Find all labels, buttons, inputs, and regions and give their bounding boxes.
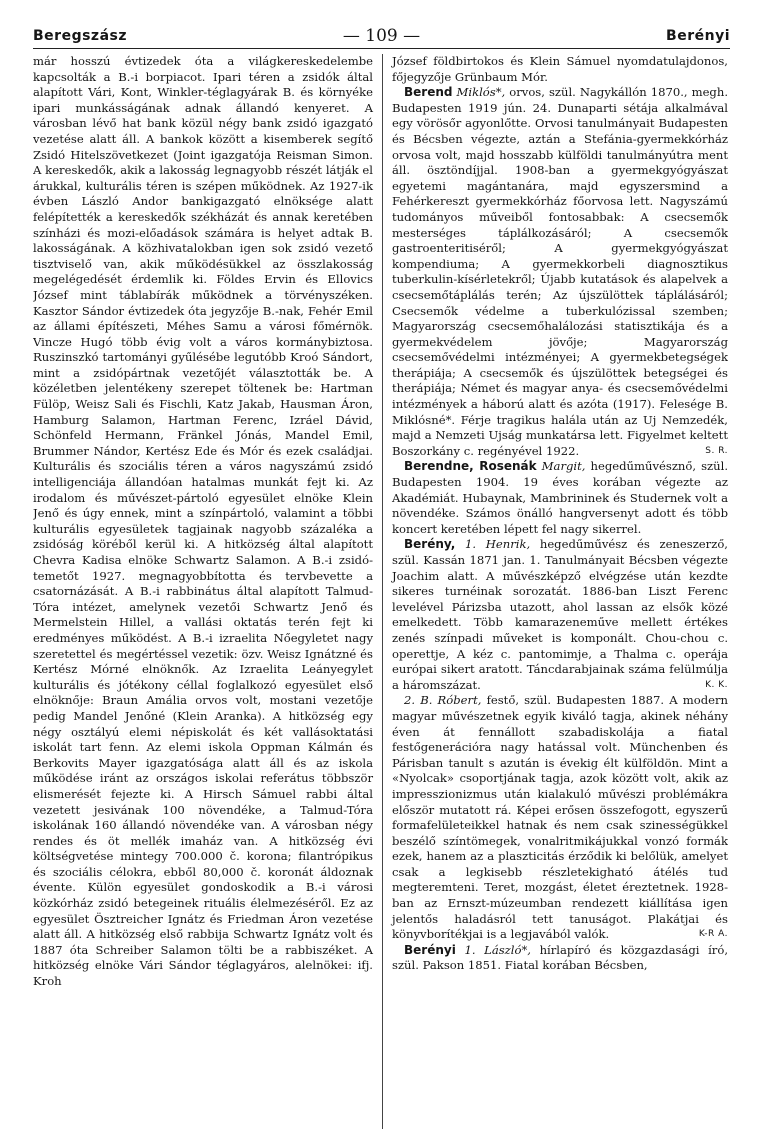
two-column-body — [33, 54, 730, 1129]
entry-headword: Berény, — [404, 537, 456, 552]
entry-given-name: 1. Henrik, — [465, 537, 531, 552]
entry-headword: Berend — [404, 85, 453, 100]
entry-given-name: 2. B. Róbert, — [404, 693, 482, 708]
entry-signature: S. R. — [705, 445, 728, 456]
left-column — [33, 54, 382, 1129]
entry-signature: K-R A. — [698, 929, 728, 940]
entry-text: hegedűművész és zeneszerző, szül. Kassán 1871 jan. 1. Tanulmányait Bécsben végezte Joachim alatt. A művészképző elvégzése után kezdte sikeres turnéinak sorozatát. 1886-ban Liszt Ferenc levelével Párizsba utazott, ahol lassan az elsők közé emelkedett. Több kamarazeneműve mellett értékes zenés színpadi műveket is komponált. Chou-chou c. operettje, A kéz c. pantomimje, a Thalma c. operája európai sikert aratott. Táncdarabjainak száma felülmúlja a háromszázat. — [392, 537, 728, 692]
entry-berenyi-laszlo — [392, 943, 728, 974]
entry-headword: Berényi — [404, 942, 456, 957]
entry-given-name: 1. László*, — [464, 942, 531, 957]
entry-text: orvos, szül. Nagykállón 1870., megh. Budapesten 1919 jún. 24. Dunaparti sétája alkalmával egy vörösőr agyonlőtte. Orvosi tanulmányait Budapesten és Bécsben végezte, aztán a Stefánia-gyermekkórház orvosa volt, majd hosszabb külföldi tanulmányútra ment áll. ösztöndíjjal. 1908-ban a gyermekgyógyászat egyetemi magántanára, majd egyszersmind a Fehérkereszt gyermekkórház főorvosa lett. Nagyszámú tudományos műveiből fontosabbak: A csecsemők mesterséges táplálkozásáról; A csecsemők gastroenteritiséről; A gyermekgyógyászat kompendiuma; A gyermekkorbeli diagnosztikus tuberkulin-kísérletekről; Újabb kutatások és alapelvek a csecsemőtáplálás terén; Az újszülöttek táplálásáról; Csecsemők védelme a tuberkulózissal szemben; Magyarország csecsemőhalálozási statisztikája és a gyermekvédelem jövője; Magyarország csecsemővédelmi intézményei; A gyermekbetegségek therápiája; A csecsemők és újszülöttek betegségei és therápiája; Német és magyar anya- és csecsemővédelmi intézmények a háború alatt és azóta (1917). Felesége B. Miklósné*. Férje tragikus halála után az Uj Nemzedék, majd a Nemzeti Ujság munkatársa lett. Figyelmet keltett Boszorkány c. regényével 1922. — [392, 85, 728, 458]
header-right-keyword: Berényi — [666, 28, 730, 44]
entry-text: festő, szül. Budapesten 1887. A modern magyar művészetnek egyik kiváló tagja, akinek néhány éven át fennállott szabadiskolája a fiatal festőgenerációra nagy hatással volt. Münchenben és Párisban tanult s azután is évekig élt külföldön. Mint a «Nyolcak» csoportjának tagja, azok között volt, akik az impresszionizmus után kialakuló művészi problémákra először mutatott rá. Képei erősen összefogott, egyszerű formafelületeikkel hatnak és nem csak szinességükkel beszélő színtömegek, vonalritmikájukkal vonzó formák ezek, hanem az a plaszticitás érződik ki belőlük, amelyet csak a legkisebb részletekigható átélés tud megteremteni. Teret, mozgást, életet éreztetnek. 1928-ban az Ernszt-múzeumban rendezett kiállítása igen jelentős haladásról tett tanuságot. Plakátjai és könyvborítékjai is a legjavából valók. — [392, 693, 728, 942]
entry-text: hegedűművésznő, szül. Budapesten 1904. 19 éves korában végezte az Akadémiát. Hubaynak, Mambrininek és Studernek volt a növendéke. Számos önálló hangversenyt adott és több koncert keretében lépett fel nagy sikerrel. — [392, 459, 728, 536]
entry-given-name: Miklós*, — [456, 85, 506, 100]
entry-bereny-henrik — [392, 537, 728, 693]
entry-signature: K. K. — [705, 679, 728, 690]
entry-berend-miklos — [392, 85, 728, 459]
entry-berendne-margit — [392, 459, 728, 537]
right-column — [382, 54, 728, 1129]
left-column-text: már hosszú évtizedek óta a világkereskedelembe kapcsolták a B.-i borpiacot. Ipari téren a zsidók által alapított Vári, Kont, Winkler-téglagyárak B. és környéke ipari munkásságának adnak állandó kenyeret. A városban lévő hat bank közül négy bank zsidó igazgató vezetése alatt áll. A bankok között a kisemberek segítő Zsidó Hitelszövetkezet (Joint igazgatója Reisman Simon. A kereskedők, akik a lakosság legnagyobb részét látják el árukkal, kulturális téren is szépen működnek. Az 1927-ik évben László Andor bankigazgató elnöksége alatt felépítették a kereskedők székházát és annak keretében színházi és mozi-előadások számára is helyet adtak B. lakosságának. A közhivatalokban igen sok zsidó vezető tisztviselő van, akik működésükkel az összlakosság megelégedését érdemlik ki. Földes Ervin és Ellovics József mint táblabírák működnek a törvényszéken. Kasztor Sándor évtizedek óta jegyzője B.-nak, Fehér Emil az állami építészeti, Méhes Samu a városi főmérnök. Vincze Hugó több évig volt a város kormánybiztosa. Ruszinszkó tartományi gyűlésébe legutóbb Kroó Sándort, mint a zsidópártnak vezetőjét választották be. A közéletben jelentékeny szerepet töltenek be: Hartman Fülöp, Weisz Sali és Fischli, Katz Jakab, Hausman Áron, Hamburg Salamon, Hartman Ferenc, Izráel Dávid, Schönfeld Hermann, Fränkel Jónás, Mandel Emil, Brummer Nándor, Kertész Ede és Mór és ezek családjai. Kulturális és szociális téren a város nagyszámú zsidó intelligenciája állandóan hatalmas munkát fejt ki. Az irodalom és művészet-pártoló egyesület elnöke Klein Jenő és úgy ennek, mint a színpártoló, valamint a többi kulturális egyesületek tagjainak nagyobb százaléka a zsidóság köréből kerül ki. A hitközség által alapított Chevra Kadisa elnöke Schwartz Salamon. A B.-i zsidó-temetőt 1927. megnagyobbította és tervbevette a csatornázását. A B.-i rabbinátus által alapított Talmud-Tóra intézet, amelynek vezetői Schwartz Jenő és Mermelstein Hillel, a vallási oktatás terén fejt ki eredményes működést. A B.-i izraelita Nőegyletet nagy szeretettel és megértéssel vezetik: özv. Weisz Ignátzné és Kertész Mórné elnöknők. Az Izraelita Leányegylet kulturális és jótékony céllal foglalkozó egyesület első elnöknője: Braun Amália orvos volt, mostani vezetője pedig Mandel Jenőné (Klein Aranka). A hitközség egy négy osztályú elemi népiskolát és két vallásoktatási iskolát tart fenn. Az elemi iskola Oppman Kálmán és Berkovits Mayer igazgatósága alatt áll és az iskola működése iránt az országos iskolai referátus többször elismerését fejezte ki. A Hirsch Sámuel rabbi által vezetett jesivának 100 növendéke, a Talmud-Tóra iskolának 160 állandó növendéke van. A városban négy rendes és öt mellék imaház van. A hitközség évi költségvetése mintegy 700.000 č. korona; filantrópikus és szociális célokra, ebből 80,000 č. koronát áldoznak évente. Külön egyesület gondoskodik a B.-i városi közkórház zsidó betegeinek rituális élelmezéséről. Ez az egyesület Ösztreicher Ignátz és Friedman Áron vezetése alatt áll. A hitközség első rabbija Schwartz Ignátz volt és 1887 óta Schreiber Salamon tölti be a rabbiszéket. A hitközség elnöke Vári Sándor téglagyáros, alelnökei: ifj. Kroh — [33, 54, 373, 989]
entry-headword: Berendne, Rosenák — [404, 459, 537, 474]
entry-given-name: Margit, — [541, 459, 586, 474]
entry-text: hírlapíró és közgazdasági író, szül. Pakson 1851. Fiatal korában Bécsben, — [392, 942, 728, 973]
page-number: — 109 — — [342, 26, 421, 46]
header-left-keyword: Beregszász — [33, 28, 127, 44]
entry-bereny-robert — [392, 693, 728, 943]
right-column-intro: József földbirtokos és Klein Sámuel nyomdatulajdonos, főjegyzője Grünbaum Mór. — [392, 54, 728, 84]
running-header — [33, 26, 730, 49]
